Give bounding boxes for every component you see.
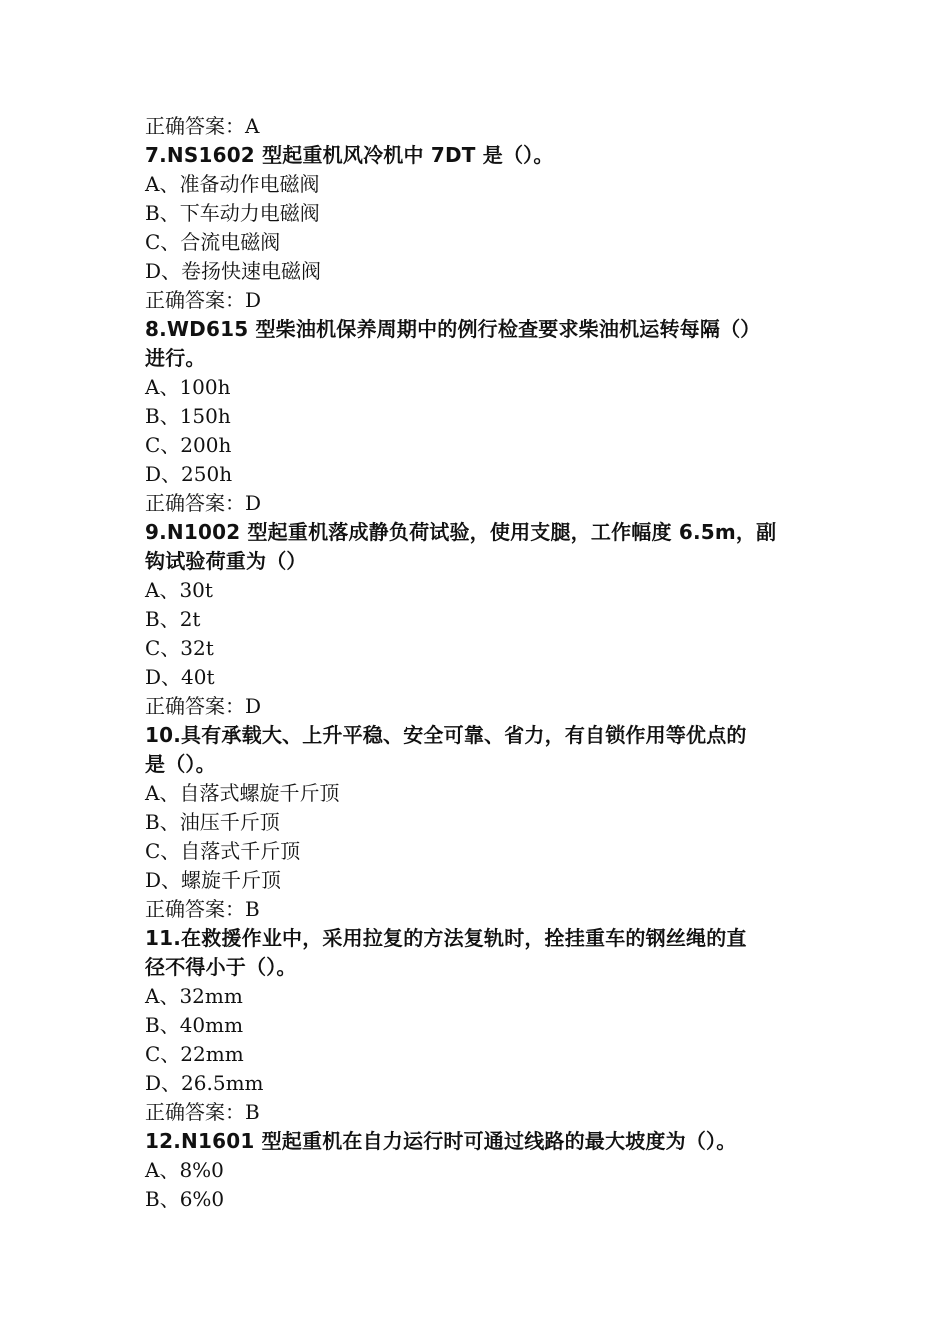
option-line: C、自落式千斤顶 xyxy=(145,839,301,863)
option-line: A、30t xyxy=(145,578,213,602)
option-line: B、6%0 xyxy=(145,1187,225,1211)
option-line: C、200h xyxy=(145,433,232,457)
question-line: 9.N1002 型起重机落成静负荷试验，使用支腿，工作幅度 6.5m，副 xyxy=(145,520,777,544)
option-line: C、合流电磁阀 xyxy=(145,230,281,254)
answer-line: 正确答案：D xyxy=(145,491,262,515)
answer-line: 正确答案：D xyxy=(145,694,262,718)
option-line: D、40t xyxy=(145,665,215,689)
answer-line: 正确答案：B xyxy=(145,1100,260,1124)
question-line: 径不得小于（）。 xyxy=(145,955,297,979)
question-line: 钩试验荷重为（） xyxy=(145,549,307,573)
option-line: D、卷扬快速电磁阀 xyxy=(145,259,322,283)
question-line: 11.在救援作业中，采用拉复的方法复轨时，拴挂重车的钢丝绳的直 xyxy=(145,926,747,950)
option-line: C、32t xyxy=(145,636,214,660)
question-line: 是（）。 xyxy=(145,752,216,776)
option-line: D、250h xyxy=(145,462,233,486)
question-line: 12.N1601 型起重机在自力运行时可通过线路的最大坡度为（）。 xyxy=(145,1129,737,1153)
answer-line: 正确答案：A xyxy=(145,114,260,138)
answer-line: 正确答案：D xyxy=(145,288,262,312)
option-line: B、40mm xyxy=(145,1013,244,1037)
option-line: B、下车动力电磁阀 xyxy=(145,201,320,225)
option-line: D、螺旋千斤顶 xyxy=(145,868,282,892)
option-line: A、准备动作电磁阀 xyxy=(145,172,320,196)
option-line: A、8%0 xyxy=(145,1158,224,1182)
question-line: 8.WD615 型柴油机保养周期中的例行检查要求柴油机运转每隔（） xyxy=(145,317,761,341)
option-line: A、100h xyxy=(145,375,231,399)
option-line: A、自落式螺旋千斤顶 xyxy=(145,781,340,805)
option-line: C、22mm xyxy=(145,1042,244,1066)
answer-line: 正确答案：B xyxy=(145,897,260,921)
question-line: 7.NS1602 型起重机风冷机中 7DT 是（）。 xyxy=(145,143,554,167)
document-page xyxy=(145,112,815,1214)
option-line: B、油压千斤顶 xyxy=(145,810,280,834)
option-line: A、32mm xyxy=(145,984,243,1008)
question-line: 进行。 xyxy=(145,346,206,370)
option-line: B、2t xyxy=(145,607,201,631)
question-line: 10.具有承载大、上升平稳、安全可靠、省力，有自锁作用等优点的 xyxy=(145,723,747,747)
option-line: B、150h xyxy=(145,404,231,428)
option-line: D、26.5mm xyxy=(145,1071,264,1095)
